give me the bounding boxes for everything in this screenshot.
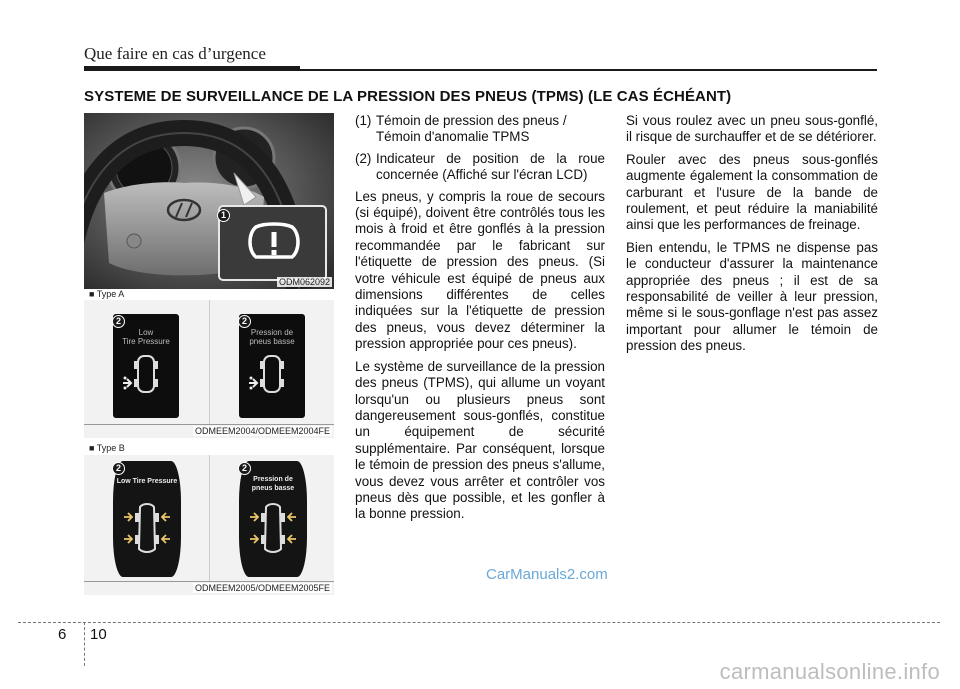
callout-badge-2: 2 xyxy=(238,315,251,328)
paragraph: Rouler avec des pneus sous-gonflés augmente également la consommation de carburant et l'usure de la bande de roulement, et peut réduire la maniabilité ainsi que les performances de freinage. xyxy=(626,151,878,233)
callout-badge-1: 1 xyxy=(217,209,230,222)
car-wheels-icon xyxy=(123,501,171,557)
lcd-display-fr xyxy=(239,314,305,418)
car-wheels-icon xyxy=(247,352,297,398)
lcd-text-fr: Pression de pneus basse xyxy=(251,476,295,492)
chapter-title: Que faire en cas d’urgence xyxy=(84,44,266,63)
figure-caption: ODMEEM2004/ODMEEM2004FE xyxy=(194,426,330,436)
site-watermark: carmanualsonline.info xyxy=(719,659,940,684)
callout-badge-2: 2 xyxy=(238,462,251,475)
figure-bottom-rule xyxy=(84,424,334,425)
lcd-display-fr xyxy=(239,461,307,577)
tpms-warning-icon xyxy=(244,221,304,265)
car-wheels-icon xyxy=(121,352,171,398)
legend-item-text: Témoin de pression des pneus / Témoin d'anomalie TPMS xyxy=(376,113,567,145)
paragraph: Si vous roulez avec un pneu sous-gonflé, il risque de surchauffer et de se détériorer. xyxy=(626,113,878,145)
text-column-right xyxy=(626,113,878,361)
paragraph: Le système de surveillance de la pression des pneus (TPMS), qui allume un voyant lorsqu'un ou plusieurs pneus sont dangereusement sous-gonflés, constitue un équipement de sécurité supplémentaire. Par conséquent, lorsque le témoin de pression des pneus s'allume, vous devez vous arrêter et contrôler vos pneus dès que possible, et les gonfler à la bonne pression. xyxy=(355,358,605,522)
legend-item-number: (2) xyxy=(355,150,372,166)
callout-badge-2: 2 xyxy=(112,462,125,475)
lcd-text-en: Low Tire Pressure xyxy=(116,478,178,485)
legend-item-number: (1) xyxy=(355,113,372,128)
text-column-middle xyxy=(355,113,605,529)
figure-caption: ODMEEM2005/ODMEEM2005FE xyxy=(194,583,330,593)
panel-separator xyxy=(209,455,210,581)
paragraph: Les pneus, y compris la roue de secours (si équipé), doivent être contrôlés tous les mois à froid et être gonflés à la pression recommandée par le fabricant sur l'étiquette de pression des pneus. (Si votre véhicule est équipé de pneus aux dimensions différentes de celles indiquées sur la l'étiquette de pression des pneus, vous devez déterminer la pression appropriée pour ces pneus). xyxy=(355,188,605,352)
figure-type-a xyxy=(84,300,334,438)
legend-item-text: Indicateur de position de la roue concernée (Affiché sur l'écran LCD) xyxy=(376,150,605,183)
callout-badge-2: 2 xyxy=(112,315,125,328)
paragraph: Bien entendu, le TPMS ne dispense pas le conducteur d'assurer la maintenance appropriée des pneus ; il est de sa responsabilité de veiller à leur pression, même si le sous-gonflage n'est pas assez important pour allumer le témoin de pression des pneus. xyxy=(626,239,878,354)
chapter-number: 6 xyxy=(58,626,67,643)
panel-separator xyxy=(209,300,210,424)
page-number: 10 xyxy=(90,626,107,643)
lcd-text-en: Low Tire Pressure xyxy=(122,328,170,346)
header-rule xyxy=(84,69,877,71)
figure-bottom-rule xyxy=(84,581,334,582)
footer-rule xyxy=(18,622,940,623)
legend-item xyxy=(355,151,605,184)
lcd-text-fr: Pression de pneus basse xyxy=(249,328,295,346)
type-a-label: ■ Type A xyxy=(89,289,125,299)
lcd-display-en xyxy=(113,461,181,577)
legend-item xyxy=(355,113,605,146)
section-heading: SYSTEME DE SURVEILLANCE DE LA PRESSION DES PNEUS (TPMS) (LE CAS ÉCHÉANT) xyxy=(84,88,732,105)
lcd-display-en xyxy=(113,314,179,418)
type-b-label: ■ Type B xyxy=(89,443,125,453)
car-wheels-icon xyxy=(249,501,297,557)
footer-divider xyxy=(84,622,85,666)
watermark: CarManuals2.com xyxy=(486,566,608,583)
figure-type-b xyxy=(84,455,334,595)
figure-dashboard xyxy=(84,113,334,289)
figure-caption: ODM062092 xyxy=(278,277,330,287)
